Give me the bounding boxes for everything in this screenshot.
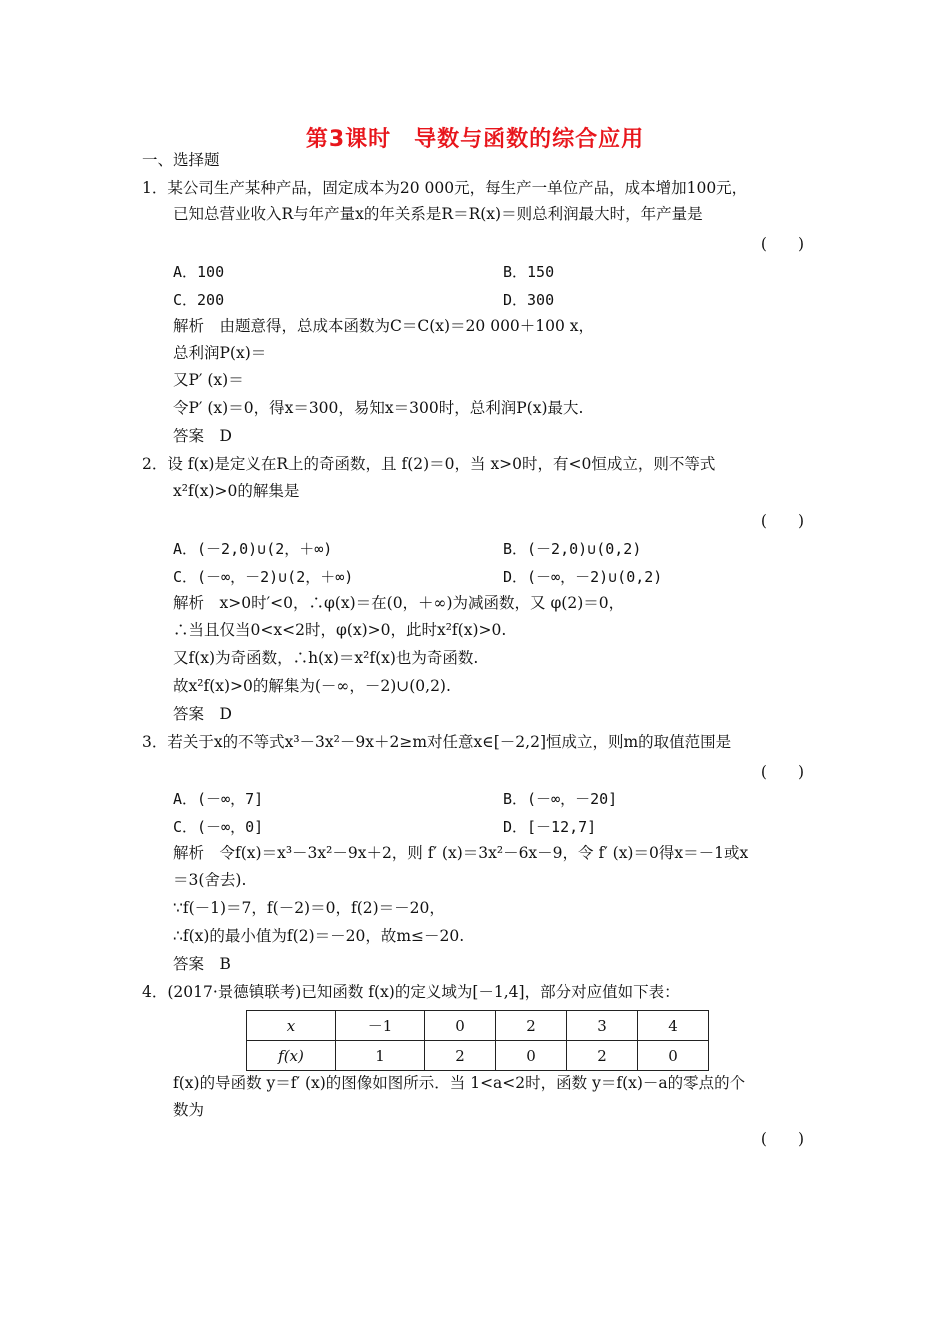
q2-option-c: C．(－∞，－2)∪(2，＋∞) bbox=[173, 568, 354, 586]
q4-answer-paren: ( ) bbox=[760, 1130, 804, 1148]
page-title: 第3课时 导数与函数的综合应用 bbox=[305, 127, 645, 152]
q1-stem-line2: 已知总营业收入R与年产量x的年关系是R＝R(x)＝则总利润最大时，年产量是 bbox=[173, 205, 703, 223]
q1-option-c: C．200 bbox=[173, 291, 225, 309]
q3-option-a: A．(－∞，7] bbox=[173, 790, 264, 808]
table-cell: 0 bbox=[425, 1011, 496, 1041]
q3-stem-line1: 3．若关于x的不等式x³－3x²－9x＋2≥m对任意x∈[－2,2]恒成立，则m的取值范围是 bbox=[142, 733, 732, 751]
q3-option-b: B．(－∞，－20] bbox=[503, 790, 618, 808]
q2-stem-line1: 2．设 f(x)是定义在R上的奇函数，且 f(2)＝0，当 x>0时，有<0恒成立，则不等式 bbox=[142, 455, 716, 473]
table-cell: 2 bbox=[425, 1041, 496, 1071]
table-cell: 0 bbox=[496, 1041, 567, 1071]
table-cell: 1 bbox=[336, 1041, 425, 1071]
q1-solution-line3: 又P′ (x)＝ bbox=[173, 371, 244, 389]
q1-option-a: A．100 bbox=[173, 263, 225, 281]
q2-solution-line1: 解析 x>0时′<0，∴φ(x)＝在(0，＋∞)为减函数，又 φ(2)＝0， bbox=[173, 594, 625, 612]
q4-stem-line3: 数为 bbox=[173, 1101, 205, 1119]
q2-option-b: B．(－2,0)∪(0,2) bbox=[503, 540, 642, 558]
table-cell: 4 bbox=[638, 1011, 709, 1041]
table-cell: 0 bbox=[638, 1041, 709, 1071]
q4-stem-line2: f(x)的导函数 y＝f′ (x)的图像如图所示．当 1<a<2时，函数 y＝f(x)－a的零点的个 bbox=[173, 1074, 746, 1092]
table-cell: 3 bbox=[567, 1011, 638, 1041]
table-cell: 2 bbox=[567, 1041, 638, 1071]
table-row bbox=[247, 1041, 709, 1071]
q1-stem-line1: 1．某公司生产某种产品，固定成本为20 000元，每生产一单位产品，成本增加100元， bbox=[142, 179, 748, 197]
table-cell: －1 bbox=[336, 1011, 425, 1041]
q3-option-c: C．(－∞，0] bbox=[173, 818, 264, 836]
q3-solution-line1: 解析 令f(x)＝x³－3x²－9x＋2，则 f′ (x)＝3x²－6x－9，令 f′ (x)＝0得x＝－1或x bbox=[173, 844, 749, 862]
q4-stem-line1: 4．(2017·景德镇联考)已知函数 f(x)的定义域为[－1,4]，部分对应值如下表： bbox=[142, 983, 680, 1001]
table-cell: 2 bbox=[496, 1011, 567, 1041]
q2-stem-line2: x²f(x)>0的解集是 bbox=[173, 482, 300, 500]
q1-solution-line2: 总利润P(x)＝ bbox=[173, 344, 267, 362]
table-cell: x bbox=[247, 1011, 336, 1041]
q2-solution-line4: 故x²f(x)>0的解集为(－∞，－2)∪(0,2). bbox=[173, 677, 451, 695]
q3-solution-line3: ∵f(－1)＝7，f(－2)＝0，f(2)＝－20， bbox=[173, 899, 445, 917]
q2-answer: 答案 D bbox=[173, 705, 232, 723]
q1-solution-line4: 令P′ (x)＝0，得x＝300，易知x＝300时，总利润P(x)最大. bbox=[173, 399, 584, 417]
q1-option-b: B．150 bbox=[503, 263, 555, 281]
q3-answer: 答案 B bbox=[173, 955, 231, 973]
q1-answer: 答案 D bbox=[173, 427, 232, 445]
q1-option-d: D．300 bbox=[503, 291, 555, 309]
section-heading: 一、选择题 bbox=[142, 151, 220, 169]
q1-answer-paren: ( ) bbox=[760, 235, 804, 253]
q3-solution-line2: ＝3(舍去). bbox=[173, 871, 247, 889]
q2-solution-line3: 又f(x)为奇函数，∴h(x)＝x²f(x)也为奇函数. bbox=[173, 649, 479, 667]
table-cell: f(x) bbox=[247, 1041, 336, 1071]
q2-answer-paren: ( ) bbox=[760, 512, 804, 530]
q1-solution-line1: 解析 由题意得，总成本函数为C＝C(x)＝20 000＋100 x， bbox=[173, 317, 595, 335]
q3-solution-line4: ∴f(x)的最小值为f(2)＝－20，故m≤－20. bbox=[173, 927, 465, 945]
q3-option-d: D．[－12,7] bbox=[503, 818, 597, 836]
table-row bbox=[247, 1011, 709, 1041]
value-table bbox=[246, 1010, 709, 1071]
q2-solution-line2: ∴当且仅当0<x<2时，φ(x)>0，此时x²f(x)>0. bbox=[173, 621, 507, 639]
q3-answer-paren: ( ) bbox=[760, 763, 804, 781]
q2-option-a: A．(－2,0)∪(2，＋∞) bbox=[173, 540, 333, 558]
q2-option-d: D．(－∞，－2)∪(0,2) bbox=[503, 568, 663, 586]
